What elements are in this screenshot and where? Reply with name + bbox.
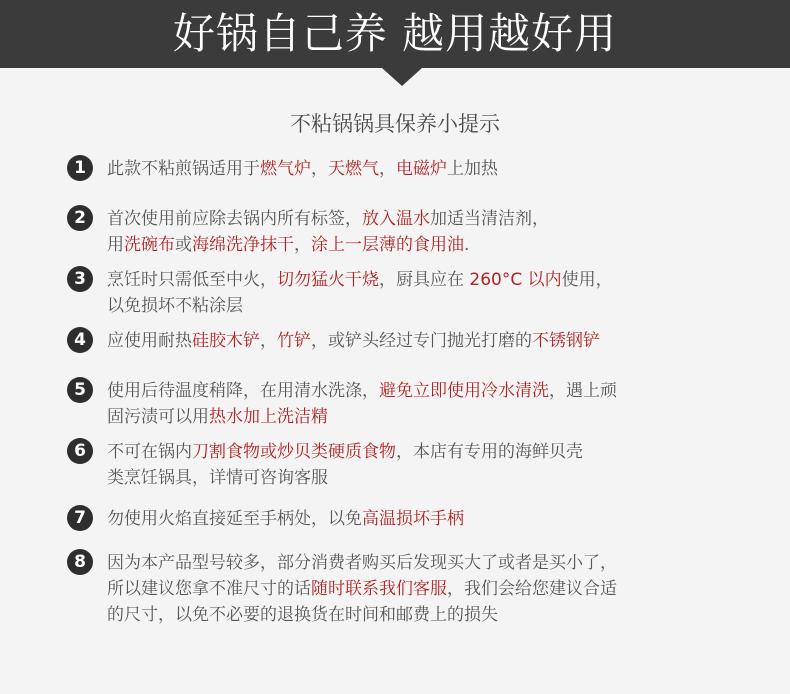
tip-text xyxy=(107,439,757,491)
text-segment: 用 xyxy=(107,235,124,255)
tip-text xyxy=(107,550,757,628)
tip-number-badge: 2 xyxy=(67,205,93,231)
text-segment: 因为本产品型号较多，部分消费者购买后发现买大了或者是买小了， xyxy=(107,553,617,573)
tip-line xyxy=(107,328,757,354)
tip-line xyxy=(107,506,757,532)
tip-text xyxy=(107,156,757,182)
highlighted-text: 涂上一层薄的食用油 xyxy=(311,235,464,255)
text-segment: 勿使用火焰直接延至手柄处，以免 xyxy=(107,509,362,529)
text-segment: 使用后待温度稍降，在用清水洗涤， xyxy=(107,381,379,401)
tip-line xyxy=(107,378,757,404)
text-segment: 上加热 xyxy=(447,159,498,179)
highlighted-text: 海绵洗净抹干 xyxy=(192,235,294,255)
tip-number-badge: 3 xyxy=(67,266,93,292)
highlighted-text: 天燃气 xyxy=(328,159,379,179)
text-segment: 固污渍可以用 xyxy=(107,407,209,427)
tip-number-badge: 5 xyxy=(67,377,93,403)
tip-text xyxy=(107,328,757,354)
text-segment: ，我们会给您建议合适 xyxy=(447,579,617,599)
text-segment: ， xyxy=(294,235,311,255)
text-segment: 不可在锅内 xyxy=(107,442,192,462)
text-segment: 或 xyxy=(175,235,192,255)
text-segment: . xyxy=(464,235,470,255)
text-segment: ， xyxy=(311,159,328,179)
text-segment: 使用， xyxy=(561,270,613,290)
tip-line xyxy=(107,206,757,232)
tip-line xyxy=(107,156,757,182)
section-subtitle: 不粘锅锅具保养小提示 xyxy=(290,112,500,136)
highlighted-text: 避免立即使用冷水清洗 xyxy=(379,381,549,401)
tip-line xyxy=(107,293,757,319)
tip-number-badge: 1 xyxy=(67,155,93,181)
tip-number-badge: 7 xyxy=(67,505,93,531)
text-segment: 烹饪时只需低至中火， xyxy=(107,270,277,290)
highlighted-text: 随时联系我们客服 xyxy=(311,579,447,599)
text-segment: ，或铲头经过专门抛光打磨的 xyxy=(311,331,532,351)
tip-text xyxy=(107,506,757,532)
highlighted-text: 洗碗布 xyxy=(124,235,175,255)
header-banner xyxy=(0,0,790,68)
highlighted-text: 燃气炉 xyxy=(260,159,311,179)
text-segment: 此款不粘煎锅适用于 xyxy=(107,159,260,179)
tip-text xyxy=(107,267,757,319)
text-segment: ， xyxy=(260,331,277,351)
highlighted-text: 竹铲 xyxy=(277,331,311,351)
text-segment: 类烹饪锅具，详情可咨询客服 xyxy=(107,468,328,488)
tip-line xyxy=(107,550,757,576)
tip-line xyxy=(107,404,757,430)
text-segment: ，厨具应在 xyxy=(379,270,470,290)
text-segment: 加适当清洁剂， xyxy=(430,209,549,229)
text-segment: 所以建议您拿不准尺寸的话 xyxy=(107,579,311,599)
highlighted-text: 放入温水 xyxy=(362,209,430,229)
text-segment: ，遇上顽 xyxy=(549,381,617,401)
highlighted-text: 切勿猛火干烧 xyxy=(277,270,379,290)
highlighted-text: 不锈钢铲 xyxy=(532,331,600,351)
tip-line xyxy=(107,465,757,491)
highlighted-text: 硅胶木铲 xyxy=(192,331,260,351)
highlighted-text: 260°C 以内 xyxy=(469,270,562,290)
tip-line xyxy=(107,602,757,628)
banner-pointer-arrow xyxy=(382,68,422,86)
tip-line xyxy=(107,576,757,602)
highlighted-text: 高温损坏手柄 xyxy=(362,509,464,529)
tip-line xyxy=(107,267,757,293)
tip-number-badge: 4 xyxy=(67,327,93,353)
text-segment: 以免损坏不粘涂层 xyxy=(107,296,243,316)
tip-text xyxy=(107,206,757,258)
highlighted-text: 电磁炉 xyxy=(396,159,447,179)
text-segment: 的尺寸，以免不必要的退换货在时间和邮费上的损失 xyxy=(107,605,498,625)
highlighted-text: 热水加上洗洁精 xyxy=(209,407,328,427)
tip-number-badge: 6 xyxy=(67,438,93,464)
text-segment: ， xyxy=(379,159,396,179)
text-segment: 应使用耐热 xyxy=(107,331,192,351)
tip-line xyxy=(107,439,757,465)
tip-text xyxy=(107,378,757,430)
tip-number-badge: 8 xyxy=(67,549,93,575)
text-segment: 首次使用前应除去锅内所有标签， xyxy=(107,209,362,229)
tip-line xyxy=(107,232,757,258)
text-segment: ，本店有专用的海鲜贝壳 xyxy=(396,442,583,462)
banner-title: 好锅自己养 越用越好用 xyxy=(172,9,618,58)
highlighted-text: 刀割食物或炒贝类硬质食物 xyxy=(192,442,396,462)
